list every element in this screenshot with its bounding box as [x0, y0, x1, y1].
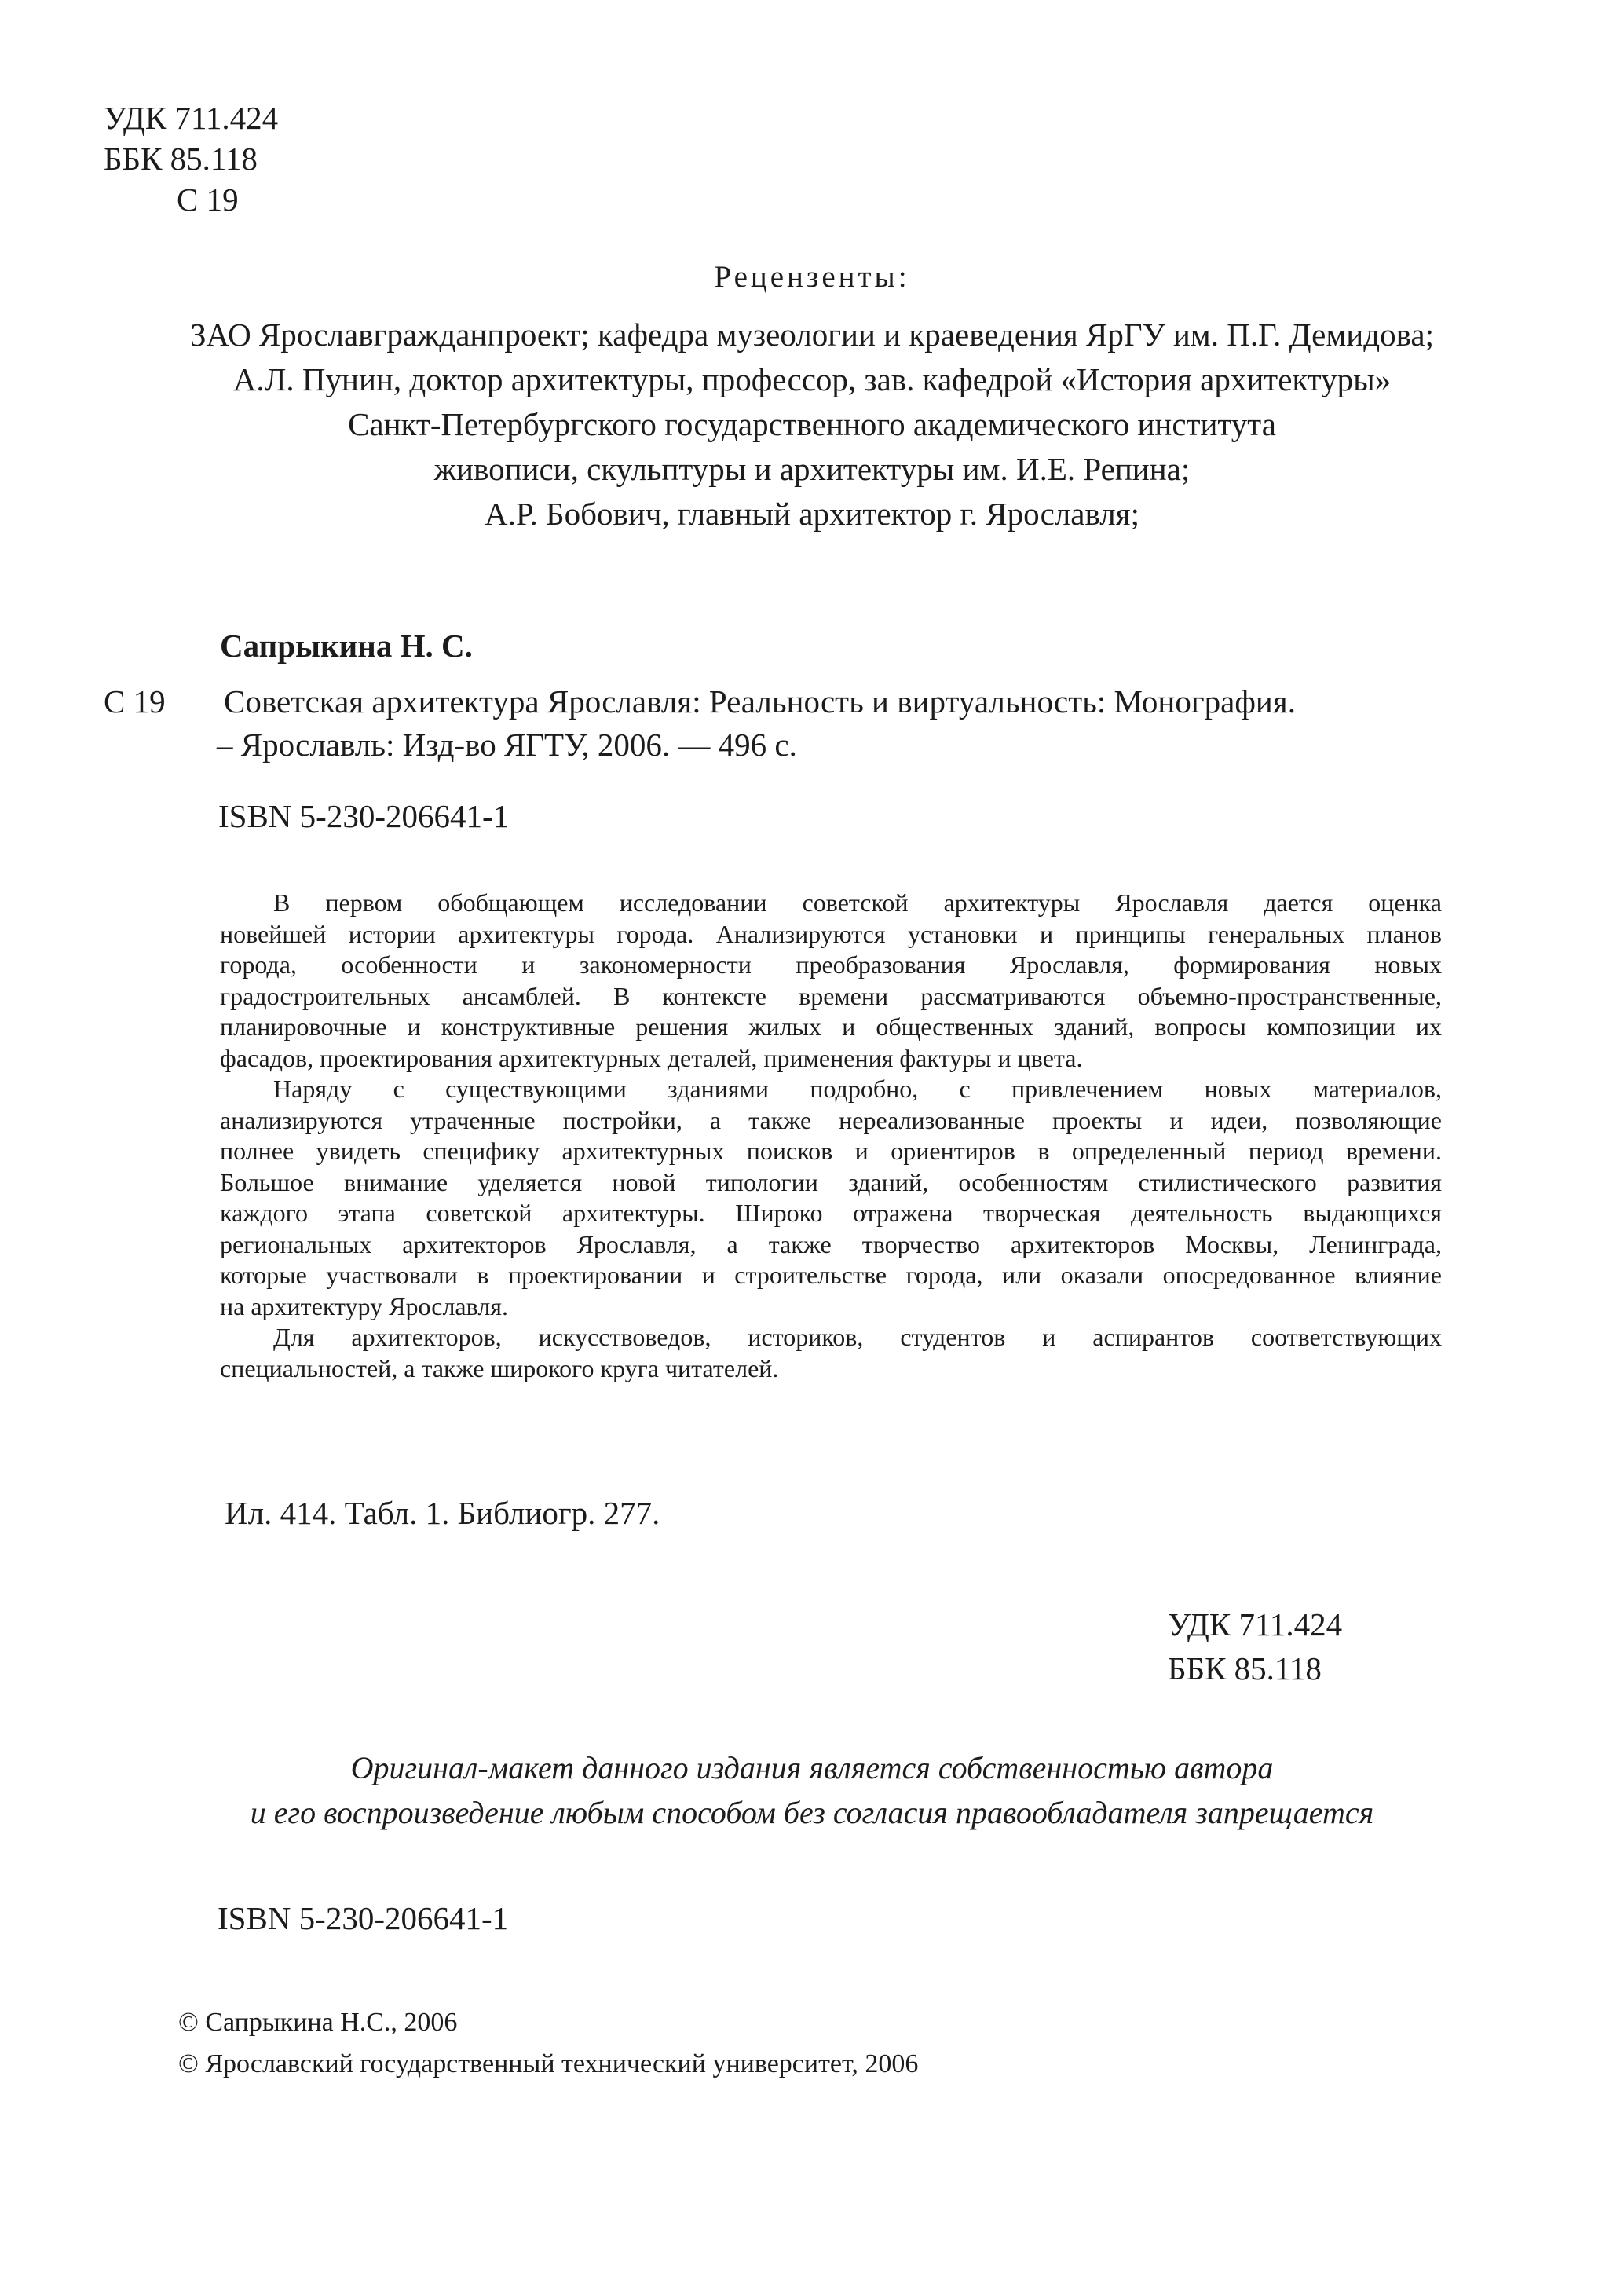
annotation-line: фасадов, проектирования архитектурных деталей, применения фактуры и цвета. [220, 1043, 1083, 1072]
bbk-code: ББК 85.118 [1168, 1650, 1322, 1686]
reviewer-line: А.Л. Пунин, доктор архитектуры, профессор, зав. кафедрой «История архитектуры» [232, 361, 1392, 397]
author-name: Сапрыкина Н. С. [220, 628, 473, 664]
reviewers-title: Рецензенты: [714, 260, 910, 294]
isbn-top: ISBN 5-230-206641-1 [218, 798, 510, 834]
reviewers-list [47, 313, 1577, 536]
annotation-line: каждого этапа советской архитектуры. Широко отражена творческая деятельность выдающихся [220, 1199, 1442, 1227]
annotation-line: города, особенности и закономерности преобразования Ярославля, формирования новых [220, 950, 1442, 979]
annotation-line: градостроительных ансамблей. В контексте времени рассматриваются объемно-пространственные, [220, 981, 1442, 1010]
annotation-line: на архитектуру Ярославля. [220, 1291, 508, 1320]
copyright-notice-line: Оригинал-макет данного издания является собственностью автора [350, 1750, 1274, 1785]
bibliographic-code: С 19 [104, 683, 166, 720]
book-title: Советская архитектура Ярославля: Реальность и виртуальность: Монография. [224, 683, 1296, 720]
header-codes [104, 97, 278, 220]
bbk-code: ББК 85.118 [104, 141, 258, 177]
annotation-line: новейшей истории архитектуры города. Анализируются установки и принципы генеральных планов [220, 919, 1442, 948]
illustrations-count: Ил. 414. Табл. 1. Библиогр. 277. [225, 1495, 660, 1531]
annotation-line: полнее увидеть специфику архитектурных поисков и ориентиров в определенный период времени. [220, 1137, 1442, 1165]
udk-code: УДК 711.424 [104, 100, 279, 136]
copyright-notice-line: и его воспроизведение любым способом без согласия правообладателя запрещается [250, 1795, 1374, 1830]
author-mark: С 19 [177, 181, 239, 218]
isbn-bottom: ISBN 5-230-206641-1 [218, 1900, 509, 1936]
reviewer-line: А.Р. Бобович, главный архитектор г. Ярославля; [485, 496, 1139, 532]
annotation-line: В первом обобщающем исследовании советской архитектуры Ярославля дается оценка [273, 888, 1442, 917]
annotation-line: Наряду с существующими зданиями подробно, с привлечением новых материалов, [273, 1075, 1442, 1103]
footer-codes [1168, 1602, 1342, 1690]
annotation-line: региональных архитекторов Ярославля, а также творчество архитекторов Москвы, Ленинграда, [220, 1229, 1442, 1258]
annotation-line: анализируются утраченные постройки, а также нереализованные проекты и идеи, позволяющие [220, 1105, 1442, 1134]
annotation-line: Большое внимание уделяется новой типологии зданий, особенностям стилистического развития [220, 1167, 1442, 1196]
reviewer-line: ЗАО Ярославгражданпроект; кафедра музеологии и краеведения ЯрГУ им. П.Г. Демидова; [189, 317, 1434, 353]
copyright-holders [178, 2001, 918, 2085]
annotation-line: Для архитекторов, искусствоведов, историков, студентов и аспирантов соответствующих [273, 1323, 1442, 1351]
annotation-line: планировочные и конструктивные решения жилых и общественных зданий, вопросы композиции их [220, 1013, 1442, 1041]
copyright-line: © Ярославский государственный технический университет, 2006 [178, 2049, 919, 2078]
reviewer-line: Санкт-Петербургского государственного академического института [348, 406, 1276, 442]
annotation [220, 888, 1442, 1384]
copyright-notice [0, 1745, 1624, 1835]
copyright-line: © Сапрыкина Н.С., 2006 [178, 2008, 458, 2037]
annotation-line: специальностей, а также широкого круга читателей. [220, 1353, 779, 1382]
reviewer-line: живописи, скульптуры и архитектуры им. И.Е. Репина; [433, 451, 1191, 487]
publisher-info: – Ярославль: Изд-во ЯГТУ, 2006. — 496 с. [217, 727, 797, 763]
annotation-line: которые участвовали в проектировании и строительстве города, или оказали опосредованное влияние [220, 1261, 1442, 1289]
udk-code: УДК 711.424 [1168, 1606, 1343, 1642]
